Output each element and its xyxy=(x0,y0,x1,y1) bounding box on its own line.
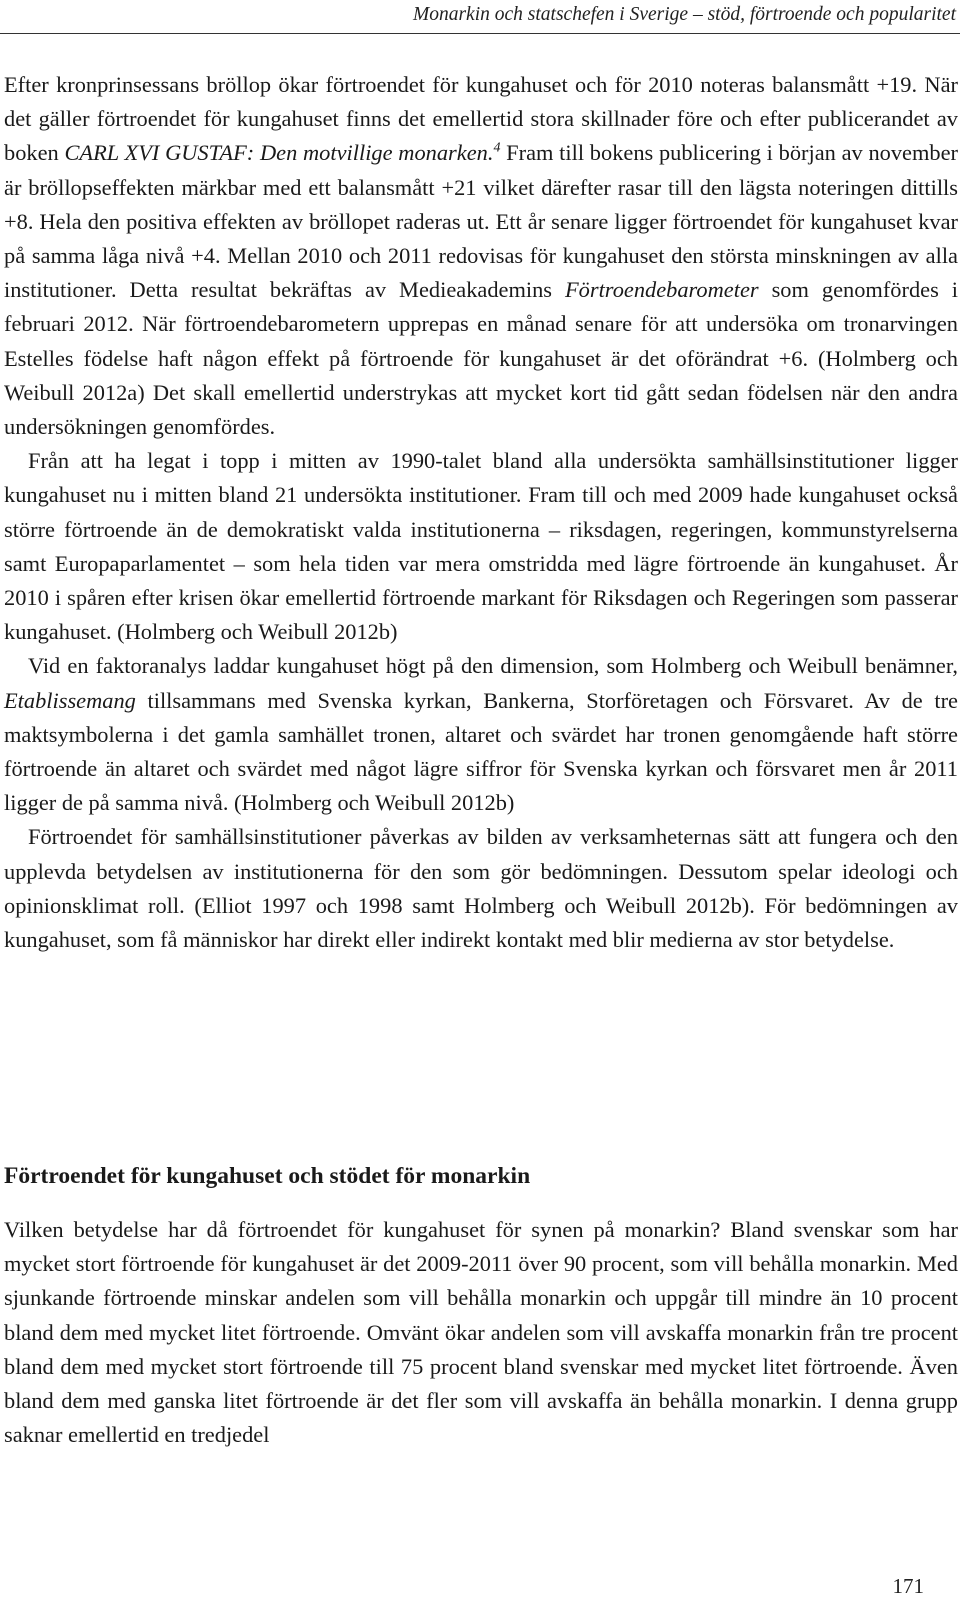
body-paragraph xyxy=(4,820,958,957)
body-paragraph xyxy=(4,68,958,444)
body-paragraph xyxy=(4,444,958,649)
body-text xyxy=(4,68,958,957)
italic-text: Etablissemang xyxy=(4,687,136,713)
running-head-title: Monarkin och statschefen i Sverige – stöd, förtroende och popularitet xyxy=(412,4,956,25)
footnote-marker[interactable]: 4 xyxy=(493,140,501,156)
section-heading: Förtroendet för kungahuset och stödet för monarkin xyxy=(4,1163,531,1189)
text-run: Fram till bokens publicering i början av november är bröllopseffekten märkbar med ett balansmått +21 vilket därefter rasar till den lägsta noteringen dittills +8. Hela den positiva effekten av bröllopet raderas ut. Ett år senare ligger förtroendet för kungahuset kvar på samma låga nivå +4. Mellan 2010 och 2011 redovisas för kungahuset den största minskningen av alla institutioner. Detta resultat bekräftas av Medieakademins xyxy=(4,140,958,303)
text-run: tillsammans med Svenska kyrkan, Bankerna, Storföretagen och Försvaret. Av de tre maktsymbolerna i det gamla samhället tronen, altaret och svärdet har tronen genomgående haft större förtroende än altaret och svärdet med något lägre siffror för Svenska kyrkan och försvaret men år 2011 ligger de på samma nivå. (Holmberg och Weibull 2012b) xyxy=(4,687,958,816)
italic-text: CARL XVI GUSTAF: Den motvillige monarken. xyxy=(64,140,494,166)
italic-text: Förtroendebarometer xyxy=(565,277,759,303)
section-paragraph: Vilken betydelse har då förtroendet för kungahuset för synen på monarkin? Bland svenskar som har mycket stort förtroende för kungahuset är det 2009-2011 över 90 procent, som vill behålla monarkin. Med sjunkande förtroende minskar andelen som vill behålla monarkin och uppgår till mindre än 10 procent bland dem med mycket litet förtroende. Omvänt ökar andelen som vill avskaffa monarkin från tre procent bland dem med mycket stort förtroende till 75 procent bland svenskar med mycket litet förtroende. Även bland dem med ganska litet förtroende är det fler som vill avskaffa än behålla monarkin. I denna grupp saknar emellertid en tredjedel xyxy=(4,1217,958,1448)
page-number: 171 xyxy=(892,1574,924,1598)
text-run: som genomfördes i februari 2012. När förtroendebarometern upprepas en månad senare för att undersöka om tronarvingen Estelles födelse haft någon effekt på förtroende för kungahuset är det oförändrat +6. (Holmberg och Weibull 2012a) Det skall emellertid understrykas att mycket kort tid gått sedan födelsen när den andra undersökningen genomfördes. xyxy=(4,277,958,440)
text-run: Förtroendet för samhällsinstitutioner påverkas av bilden av verksamheternas sätt att fungera och den upplevda betydelsen av institutionerna för den som gör bedömningen. Dessutom spelar ideologi och opinionsklimat roll. (Elliot 1997 och 1998 samt Holmberg och Weibull 2012b). För bedömningen av kungahuset, som få människor har direkt eller indirekt kontakt med blir medierna av stor betydelse. xyxy=(4,824,958,953)
body-paragraph xyxy=(4,649,958,820)
text-run: Efter kronprinsessans bröllop ökar förtroendet för kungahuset och för 2010 noteras balansmått +19. När det gäller förtroendet för kungahuset finns det emellertid stora skillnader före och efter publicerandet av boken xyxy=(4,72,958,166)
running-head xyxy=(0,0,960,34)
section-text xyxy=(4,1213,958,1452)
text-run: Vid en faktoranalys laddar kungahuset högt på den dimension, som Holmberg och Weibull benämner, xyxy=(28,653,958,679)
text-run: Från att ha legat i topp i mitten av 1990-talet bland alla undersökta samhällsinstitutioner ligger kungahuset nu i mitten bland 21 undersökta institutioner. Fram till och med 2009 hade kungahuset också större förtroende än de demokratiskt valda institutionerna – riksdagen, regeringen, kommunstyrelserna samt Europaparlamentet – som hela tiden var mera omstridda med lägre förtroende än kungahuset. År 2010 i spåren efter krisen ökar emellertid förtroende markant för Riksdagen och Regeringen som passerar kungahuset. (Holmberg och Weibull 2012b) xyxy=(4,448,958,645)
